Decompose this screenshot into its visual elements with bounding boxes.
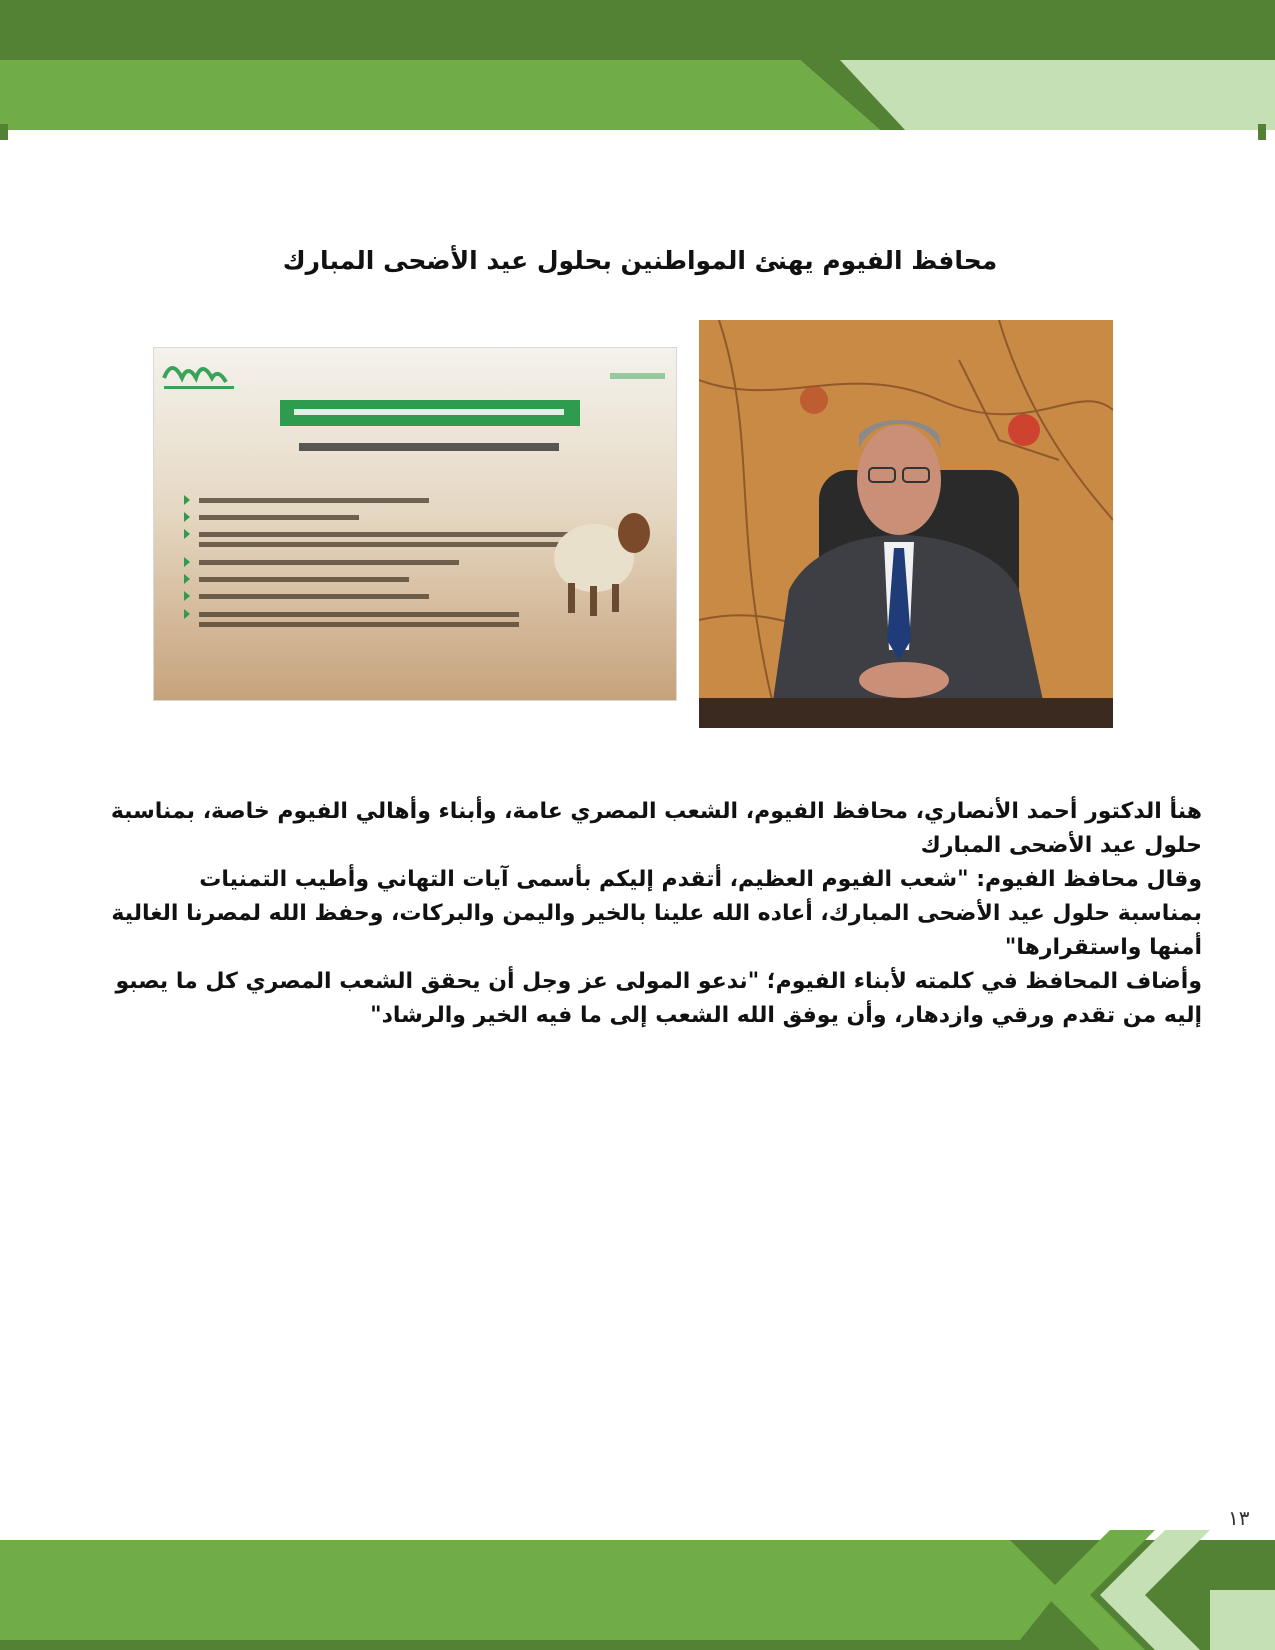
article-title: محافظ الفيوم يهنئ المواطنين بحلول عيد الأضحى المبارك xyxy=(282,246,998,275)
article-body xyxy=(110,795,1202,1033)
paragraph-2: وقال محافظ الفيوم: "شعب الفيوم العظيم، أتقدم إليكم بأسمى آيات التهاني وأطيب التمنيات بمناسبة حلول عيد الأضحى المبارك، أعاده الله علينا بالخير واليمن والبركات، وحفظ الله لمصرنا الغالية أمنها واستقرارها" xyxy=(111,867,1202,960)
governor-photo xyxy=(699,320,1113,728)
page-number: ١٣ xyxy=(1228,1506,1250,1530)
header-band xyxy=(0,0,1275,140)
paragraph-1: هنأ الدكتور أحمد الأنصاري، محافظ الفيوم، الشعب المصري عامة، وأبناء وأهالي الفيوم خاصة، بمناسبة حلول عيد الأضحى المبارك xyxy=(110,799,1202,858)
paragraph-3: وأضاف المحافظ في كلمته لأبناء الفيوم؛ "ندعو المولى عز وجل أن يحقق الشعب المصري كل ما يصبو إليه من تقدم ورقي وازدهار، وأن يوفق الله الشعب إلى ما فيه الخير والرشاد" xyxy=(115,969,1202,1028)
eid-slide-image xyxy=(153,347,677,701)
footer-band xyxy=(0,1530,1275,1650)
